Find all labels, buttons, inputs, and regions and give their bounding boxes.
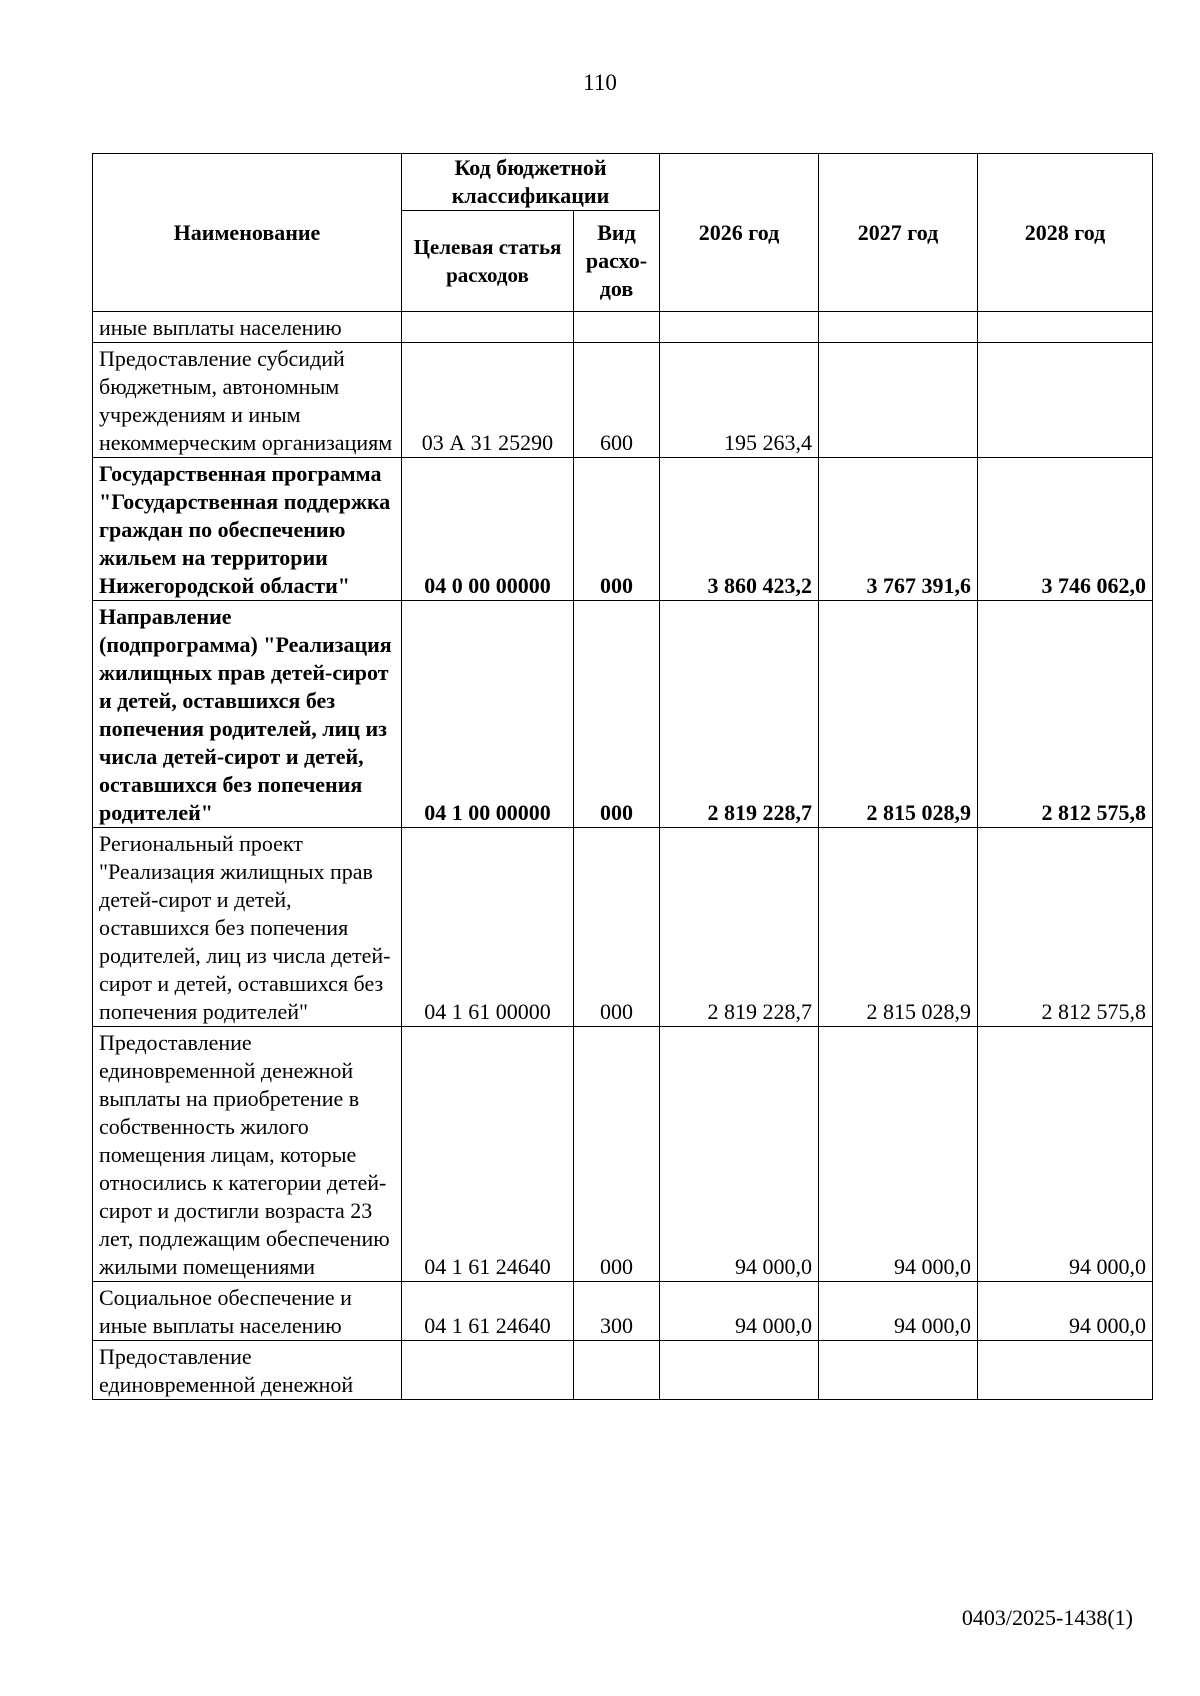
row-expense-type — [574, 312, 660, 343]
row-value-2026 — [660, 1341, 819, 1400]
row-value-2026: 2 819 228,7 — [660, 828, 819, 1027]
row-expense-type: 000 — [574, 458, 660, 601]
row-value-2026: 94 000,0 — [660, 1027, 819, 1282]
header-year-2026: 2026 год — [660, 154, 819, 312]
table-row — [93, 601, 1153, 828]
row-name: Предоставление субсидий бюджетным, автономным учреждениям и иным некоммерческим организациям — [93, 343, 402, 458]
row-expense-type: 000 — [574, 1027, 660, 1282]
row-value-2028: 94 000,0 — [978, 1027, 1153, 1282]
row-name: иные выплаты населению — [93, 312, 402, 343]
row-purpose-code: 04 1 61 24640 — [402, 1282, 574, 1341]
row-expense-type: 300 — [574, 1282, 660, 1341]
row-value-2027: 2 815 028,9 — [819, 828, 978, 1027]
row-name: Предоставление единовременной денежной — [93, 1341, 402, 1400]
table-row — [93, 1341, 1153, 1400]
table-row — [93, 312, 1153, 343]
row-value-2027: 2 815 028,9 — [819, 601, 978, 828]
row-value-2028: 2 812 575,8 — [978, 828, 1153, 1027]
row-expense-type — [574, 1341, 660, 1400]
row-purpose-code: 04 1 00 00000 — [402, 601, 574, 828]
row-value-2027: 94 000,0 — [819, 1282, 978, 1341]
row-value-2028 — [978, 312, 1153, 343]
header-expense-type: Вид расхо-дов — [574, 211, 660, 312]
row-value-2028 — [978, 343, 1153, 458]
page-number: 110 — [583, 70, 617, 95]
row-value-2026: 2 819 228,7 — [660, 601, 819, 828]
header-row — [93, 154, 1153, 211]
header-name: Наименование — [93, 154, 402, 312]
row-value-2027 — [819, 312, 978, 343]
row-value-2026: 195 263,4 — [660, 343, 819, 458]
budget-table — [92, 153, 1153, 1400]
document-number: 0403/2025-1438(1) — [961, 1605, 1133, 1630]
row-name: Предоставление единовременной денежной выплаты на приобретение в собственность жилого помещения лицам, которые относились к категории детей-сирот и достигли возраста 23 лет, подлежащим обеспечению жилыми помещениями — [93, 1027, 402, 1282]
header-year-2028: 2028 год — [978, 154, 1153, 312]
header-code-group: Код бюджетной классификации — [402, 154, 660, 211]
row-purpose-code: 04 0 00 00000 — [402, 458, 574, 601]
row-expense-type: 000 — [574, 828, 660, 1027]
row-value-2026: 3 860 423,2 — [660, 458, 819, 601]
row-expense-type: 600 — [574, 343, 660, 458]
row-purpose-code: 04 1 61 24640 — [402, 1027, 574, 1282]
row-name: Социальное обеспечение и иные выплаты населению — [93, 1282, 402, 1341]
table-row — [93, 1027, 1153, 1282]
table-row — [93, 343, 1153, 458]
row-value-2027 — [819, 1341, 978, 1400]
header-year-2027: 2027 год — [819, 154, 978, 312]
row-purpose-code: 03 А 31 25290 — [402, 343, 574, 458]
row-name: Региональный проект "Реализация жилищных прав детей-сирот и детей, оставшихся без попечения родителей, лиц из числа детей-сирот и детей, оставшихся без попечения родителей" — [93, 828, 402, 1027]
row-value-2026 — [660, 312, 819, 343]
row-value-2027: 94 000,0 — [819, 1027, 978, 1282]
row-value-2026: 94 000,0 — [660, 1282, 819, 1341]
row-value-2028 — [978, 1341, 1153, 1400]
table-row — [93, 1282, 1153, 1341]
row-value-2027 — [819, 343, 978, 458]
row-name: Государственная программа "Государственная поддержка граждан по обеспечению жильем на территории Нижегородской области" — [93, 458, 402, 601]
row-purpose-code — [402, 1341, 574, 1400]
row-value-2028: 3 746 062,0 — [978, 458, 1153, 601]
row-expense-type: 000 — [574, 601, 660, 828]
row-value-2027: 3 767 391,6 — [819, 458, 978, 601]
row-name: Направление (подпрограмма) "Реализация жилищных прав детей-сирот и детей, оставшихся без попечения родителей, лиц из числа детей-сирот и детей, оставшихся без попечения родителей" — [93, 601, 402, 828]
header-purpose-item: Целевая статья расходов — [402, 211, 574, 312]
row-value-2028: 2 812 575,8 — [978, 601, 1153, 828]
table-row — [93, 458, 1153, 601]
row-purpose-code — [402, 312, 574, 343]
row-purpose-code: 04 1 61 00000 — [402, 828, 574, 1027]
table-row — [93, 828, 1153, 1027]
row-value-2028: 94 000,0 — [978, 1282, 1153, 1341]
